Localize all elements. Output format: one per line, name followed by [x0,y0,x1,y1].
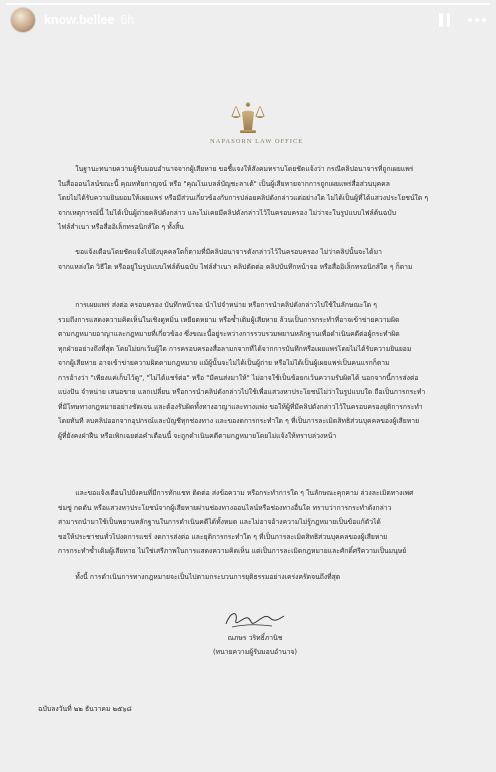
signer-name: ณภษร วริทธิ์ภานิช [227,634,283,642]
scales-of-justice-lady-icon [228,100,268,136]
paragraph-warning-holders: ขอแจ้งเตือนโดยชัดแจ้งไปยังบุคคลใดก็ตามที่มีคลิปอนาจารดังกล่าวไว้ในครอบครอง ไม่ว่าคลิปนั้นจะได้มา จากแหล่งใด วิธีใด หรืออยู่ในรูปแบบไฟล์ต้นฉบับ ไฟล์สำเนา คลิปตัดต่อ คลิปบันทึกหน้าจอ หรือสื่ออิเล็กทรอนิกส์ใด ๆ ก็ตาม [58,248,413,271]
more-options-icon[interactable] [468,18,486,22]
paragraph-harassment-warning: และขอแจ้งเตือนไปยังคนที่มีการทักแชท ติดต่อ ส่งข้อความ หรือกระทำการใด ๆ ในลักษณะคุกคาม ล่วงละเมิดทางเพศ ข่มขู่ กดดัน หรือแสวงหาประโยชน์จากผู้เสียหายผ่านช่องทางออนไลน์หรือช่องทางอื่นใด ทราบว่าการกระทำดังกล่าว สามารถนำมาใช้เป็นพยานหลักฐานในการดำเนินคดีได้ทั้งหมด และไม่อาจอ้างความไม่รู้กฎหมายเป็นข้อแก้ตัวได้ ขอให้ประชาชนทั่วไปงดการแชร์ งดการส่งต่อ และยุติการกระทำใด ๆ ที่เป็นการละเมิดสิทธิส่วนบุคคลของผู้เสียหาย การกระทำซ้ำเติมผู้เสียหาย ไม่ใช่เสรีภาพในการแสดงความคิดเห็น แต่เป็นการละเมิดกฎหมายและศักดิ์ศรีความเป็นมนุษย์ [58,489,414,555]
signature-block [200,608,310,657]
story-progress-bar [6,3,490,5]
firm-name: NAPASORN LAW OFFICE [210,138,304,145]
document-date: ฉบับลงวันที่ ๒๒ ธันวาคม ๒๕๖๘ [38,705,132,713]
story-header [10,8,486,32]
story-actions [439,13,486,27]
username[interactable]: know.bellee [44,13,115,27]
legal-statement-document [0,40,496,772]
story-progress-fill [6,3,490,5]
law-office-logo [210,100,304,145]
paragraph-legal-consequences: การเผยแพร่ ส่งต่อ ครอบครอง บันทึกหน้าจอ นำไปจำหน่าย หรือการนำคลิปดังกล่าวไปใช้ในลักษณะใด ๆ รวมถึงการแสดงความคิดเห็นในเชิงดูหมิ่น เหยียดหยาม หรือซ้ำเติมผู้เสียหาย ล้วนเป็นการกระทำที่อาจเข้าข่ายความผิด ตามกฎหมายอาญาและกฎหมายที่เกี่ยวข้อง ซึ่งขณะนี้อยู่ระหว่างการรวบรวมพยานหลักฐานเพื่อดำเนินคดีต่อผู้กระทำผิด ทุกฝ่ายอย่างถึงที่สุด โดยไม่ยกเว้นผู้ใด การครอบครองสื่อลามกจากที่ได้จากการบันทึกหรือเผยแพร่โดยไม่ได้รับความยินยอม จากผู้เสียหาย อาจเข้าข่ายความผิดตามกฎหมาย แม้ผู้นั้นจะไม่ได้เป็นผู้ถ่าย หรือไม่ได้เป็นผู้เผยแพร่เป็นคนแรกก็ตาม การอ้างว่า "เพียงแค่เก็บไว้ดู", "ไม่ได้แชร์ต่อ" หรือ "มีคนส่งมาให้" ไม่อาจใช้เป็นข้อยกเว้นความรับผิดได้ นอกจากนี้การส่งต่อ แบ่งปัน จำหน่าย เสนอขาย แลกเปลี่ยน หรือการนำคลิปดังกล่าวไปใช้เพื่อแสวงหาประโยชน์ไม่ว่าในรูปแบบใด ถือเป็นการกระทำ ที่มีโทษทางกฎหมายอย่างชัดเจน และต้องรับผิดทั้งทางอาญาและทางแพ่ง ขอให้ผู้ที่มีคลิปดังกล่าวไว้ในครอบครองยุติการกระทำ โดยทันที ลบคลิปออกจากอุปกรณ์และบัญชีทุกช่องทาง และของดการกระทำใด ๆ ที่เป็นการละเมิดสิทธิส่วนบุคคลของผู้เสียหาย ผู้ที่ยังคงฝ่าฝืน หรือเพิกเฉยต่อคำเตือนนี้ จะถูกดำเนินคดีตามกฎหมายโดยไม่แจ้งให้ทราบล่วงหน้า [58,301,426,440]
timestamp: 6h [120,13,135,27]
paragraph-closing: ทั้งนี้ การดำเนินการทางกฎหมายจะเป็นไปตามกระบวนการยุติธรรมอย่างเคร่งครัดจนถึงที่สุด [58,573,341,581]
paragraph-victim-statement: ในฐานะทนายความผู้รับมอบอำนาจจากผู้เสียหาย ขอชี้แจงให้สังคมทราบโดยชัดแจ้งว่า กรณีคลิปอนาจารที่ถูกเผยแพร่ ในสื่อออนไลน์ขณะนี้ คุณหทัยกาญจน์ หรือ "คุณโนเบลล์บัญชะลาเต้" เป็นผู้เสียหายจากการถูกเผยแพร่สื่อส่วนบุคคล โดยไม่ได้รับความยินยอมให้เผยแพร่ หรือมีส่วนเกี่ยวข้องกับการปล่อยคลิปดังกล่าวแต่อย่างใด ไม่ได้เป็นผู้ที่ได้แสวงประโยชน์ใด ๆ จากเหตุการณ์นี้ ไม่ได้เป็นผู้ถ่ายคลิปดังกล่าว และไม่เคยมีคลิปดังกล่าวไว้ในครอบครอง ไม่ว่าจะในรูปแบบไฟล์ต้นฉบับ ไฟล์สำเนา หรือสื่ออิเล็กทรอนิกส์ใด ๆ ทั้งสิ้น [58,165,429,231]
avatar[interactable] [10,7,36,33]
signer-role: (ทนายความผู้รับมอบอำนาจ) [212,648,298,656]
handwritten-signature [220,608,290,630]
pause-icon[interactable] [439,13,450,27]
